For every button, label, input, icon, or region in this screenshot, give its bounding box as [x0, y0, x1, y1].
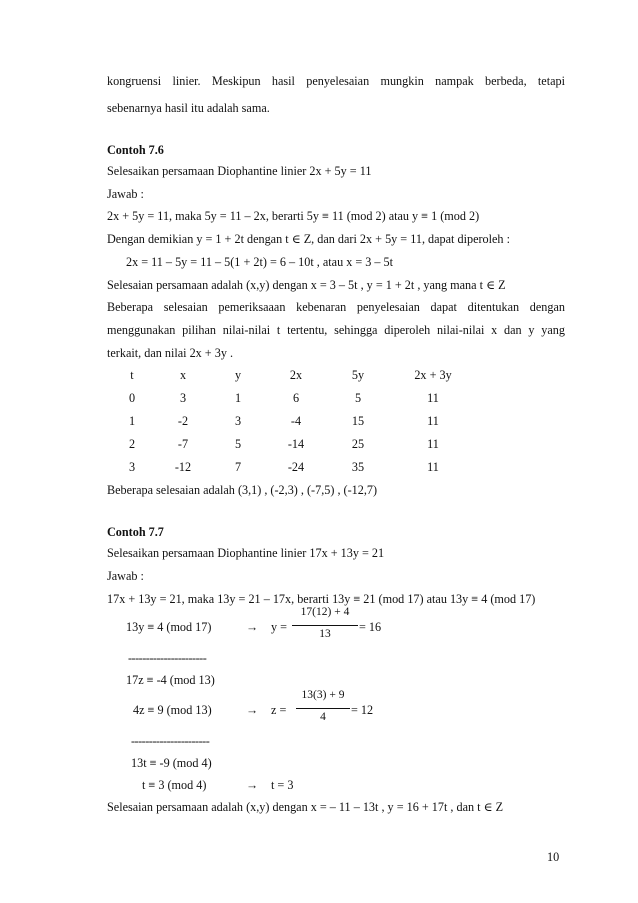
congruence-3: 4z ≡ 9 (mod 13)	[133, 703, 212, 717]
example-7-6-step-2: Dengan demikian y = 1 + 2t dengan t ∈ Z, dan dari 2x + 5y = 11, dapat diperoleh :	[107, 232, 510, 246]
example-7-6-some-solutions: Beberapa selesaian adalah (3,1) , (-2,3) , (-7,5) , (-12,7)	[107, 483, 378, 497]
table-cell: -14	[287, 437, 305, 451]
arrow-icon: →	[246, 620, 259, 634]
fraction-z-bar	[296, 708, 350, 709]
fraction-y-denominator: 13	[319, 628, 331, 640]
example-7-6-paragraph-line-2: menggunakan pilihan nilai-nilai t tertentu, sehingga diperoleh nilai-nilai x dan y yang	[107, 323, 565, 337]
z-equals-label: z =	[271, 703, 287, 717]
table-cell: 3	[234, 414, 242, 428]
table-cell: 5	[234, 437, 242, 451]
table-header-cell: 2x + 3y	[414, 368, 452, 382]
example-7-7-problem: Selesaikan persamaan Diophantine linier 17x + 13y = 21	[107, 546, 385, 560]
table-header-cell: y	[234, 368, 242, 382]
table-cell: 1	[128, 414, 136, 428]
fraction-z-denominator: 4	[320, 711, 326, 723]
table-cell: 11	[427, 414, 439, 428]
table-cell: 11	[427, 391, 439, 405]
table-cell: 0	[128, 391, 136, 405]
y-equals-label: y =	[271, 620, 288, 634]
example-7-6-paragraph-line-3: terkait, dan nilai 2x + 3y .	[107, 346, 234, 360]
fraction-y	[290, 606, 360, 646]
fraction-y-bar	[292, 625, 358, 626]
table-cell: -12	[174, 460, 192, 474]
t-value: t = 3	[271, 778, 294, 792]
table-cell: 1	[234, 391, 242, 405]
table-cell: -2	[177, 414, 189, 428]
table-cell: 2	[128, 437, 136, 451]
table-cell: 15	[351, 414, 365, 428]
arrow-icon: →	[246, 703, 259, 717]
example-7-6-heading: Contoh 7.6	[107, 143, 164, 157]
table-header-cell: t	[130, 368, 134, 382]
table-cell: -24	[287, 460, 305, 474]
table-header-cell: x	[179, 368, 187, 382]
example-7-6-solution: Selesaian persamaan adalah (x,y) dengan x = 3 – 5t , y = 1 + 2t , yang mana t ∈ Z	[107, 278, 506, 292]
table-cell: -4	[290, 414, 302, 428]
table-header-cell: 5y	[351, 368, 365, 382]
example-7-7-answer-label: Jawab :	[107, 569, 144, 583]
page-number: 10	[547, 850, 560, 864]
separator-dashes-1: ----------------------	[128, 651, 207, 665]
example-7-6-paragraph-line-1: Beberapa selesaian pemeriksaaan kebenaran penyelesaian dapat ditentukan dengan	[107, 300, 565, 314]
separator-dashes-2: ----------------------	[131, 734, 210, 748]
table-cell: -7	[177, 437, 189, 451]
fraction-y-result: = 16	[359, 620, 382, 634]
fraction-z-numerator: 13(3) + 9	[301, 689, 345, 701]
fraction-y-numerator: 17(12) + 4	[300, 606, 350, 618]
table-cell: 7	[234, 460, 242, 474]
example-7-6-step-3: 2x = 11 – 5y = 11 – 5(1 + 2t) = 6 – 10t , atau x = 3 – 5t	[126, 255, 394, 269]
table-cell: 3	[179, 391, 187, 405]
table-header-cell: 2x	[289, 368, 303, 382]
congruence-1: 13y ≡ 4 (mod 17)	[126, 620, 212, 634]
congruence-2: 17z ≡ -4 (mod 13)	[126, 673, 215, 687]
example-7-7-solution: Selesaian persamaan adalah (x,y) dengan x = – 11 – 13t , y = 16 + 17t , dan t ∈ Z	[107, 800, 504, 814]
fraction-z-result: = 12	[351, 703, 374, 717]
table-cell: 6	[292, 391, 300, 405]
congruence-5: t ≡ 3 (mod 4)	[142, 778, 207, 792]
table-cell: 35	[351, 460, 365, 474]
congruence-4: 13t ≡ -9 (mod 4)	[131, 756, 212, 770]
table-cell: 3	[128, 460, 136, 474]
fraction-z	[292, 689, 354, 729]
table-cell: 11	[427, 437, 439, 451]
example-7-6-answer-label: Jawab :	[107, 187, 144, 201]
table-cell: 11	[427, 460, 439, 474]
intro-line-2: sebenarnya hasil itu adalah sama.	[107, 101, 270, 115]
example-7-6-step-1: 2x + 5y = 11, maka 5y = 11 – 2x, berarti 5y ≡ 11 (mod 2) atau y ≡ 1 (mod 2)	[107, 209, 480, 223]
example-7-7-heading: Contoh 7.7	[107, 525, 164, 539]
arrow-icon: →	[246, 778, 259, 792]
example-7-7-step-1: 17x + 13y = 21, maka 13y = 21 – 17x, berarti 13y ≡ 21 (mod 17) atau 13y ≡ 4 (mod 17)	[107, 592, 536, 606]
table-cell: 25	[351, 437, 365, 451]
intro-line-1: kongruensi linier. Meskipun hasil penyelesaian mungkin nampak berbeda, tetapi	[107, 74, 565, 88]
table-cell: 5	[354, 391, 362, 405]
example-7-6-problem: Selesaikan persamaan Diophantine linier 2x + 5y = 11	[107, 164, 372, 178]
